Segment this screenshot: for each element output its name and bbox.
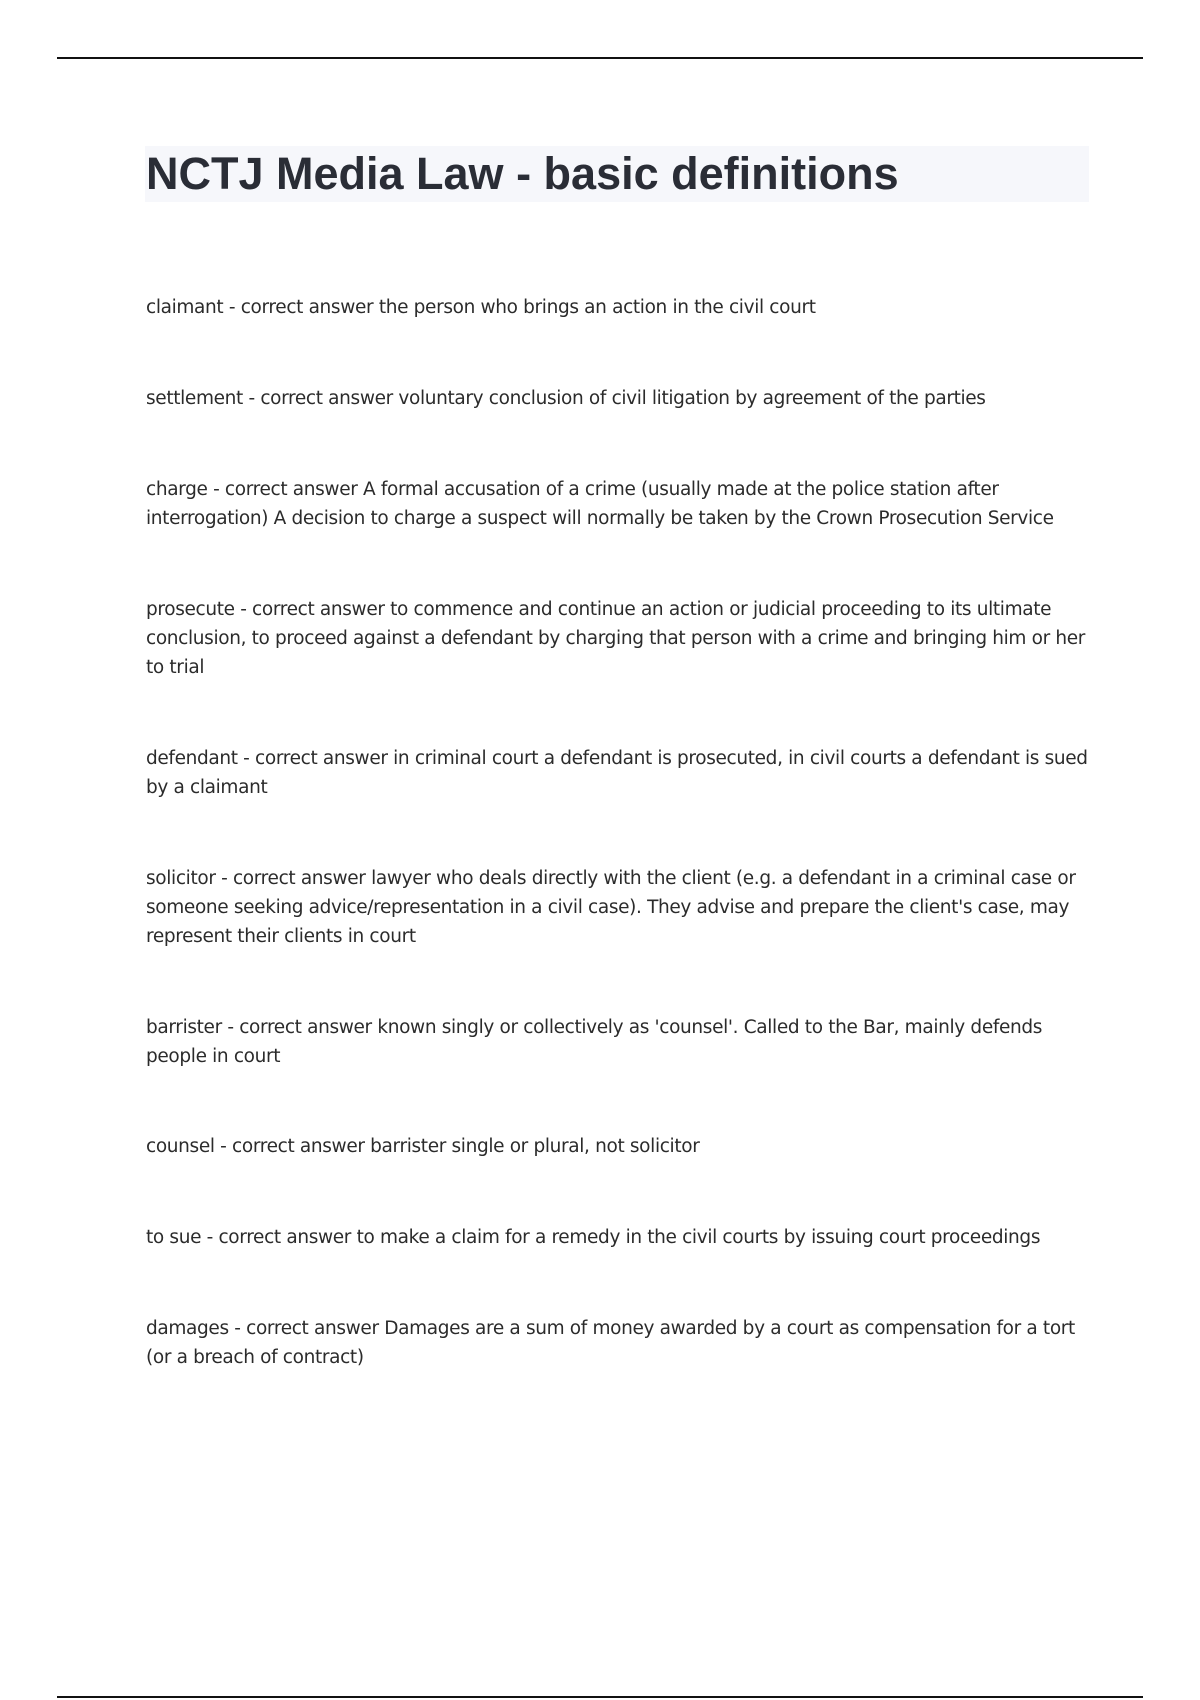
page-title: NCTJ Media Law - basic definitions: [146, 148, 899, 199]
definition-to-sue: to sue - correct answer to make a claim for a remedy in the civil courts by issuing court proceedings: [146, 1227, 1041, 1248]
definition-damages: damages - correct answer Damages are a sum of money awarded by a court as compensation for a tort (or a breach of contract): [146, 1318, 1075, 1368]
definition-charge: charge - correct answer A formal accusation of a crime (usually made at the police station after interrogation) A decision to charge a suspect will normally be taken by the Crown Prosecution Service: [146, 479, 1054, 529]
definition-settlement: settlement - correct answer voluntary conclusion of civil litigation by agreement of the parties: [146, 388, 986, 409]
definition-counsel: counsel - correct answer barrister single or plural, not solicitor: [146, 1136, 700, 1157]
definition-claimant: claimant - correct answer the person who brings an action in the civil court: [146, 297, 816, 318]
definition-solicitor: solicitor - correct answer lawyer who deals directly with the client (e.g. a defendant in a criminal case or someone seeking advice/representation in a civil case). They advise and prepare the client's case, may represent their clients in court: [146, 868, 1076, 947]
top-divider: [57, 57, 1143, 59]
definition-prosecute: prosecute - correct answer to commence and continue an action or judicial proceeding to its ultimate conclusion, to proceed against a defendant by charging that person with a crime and bringing him or her to trial: [146, 599, 1086, 678]
bottom-divider: [57, 1696, 1143, 1698]
definition-barrister: barrister - correct answer known singly or collectively as 'counsel'. Called to the Bar, mainly defends people in court: [146, 1017, 1043, 1067]
definition-defendant: defendant - correct answer in criminal court a defendant is prosecuted, in civil courts a defendant is sued by a claimant: [146, 748, 1088, 798]
